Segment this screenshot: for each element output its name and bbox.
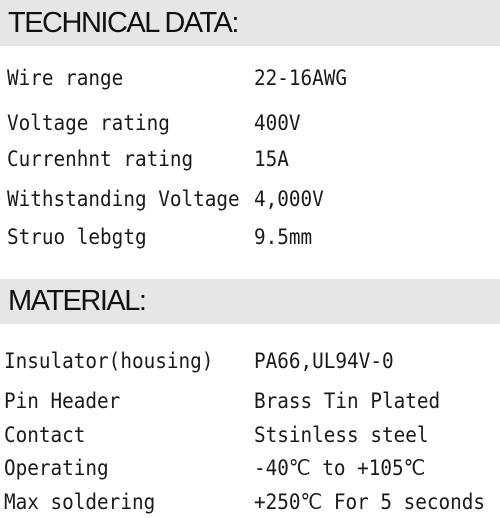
material-value: Stsinless steel xyxy=(254,423,429,447)
spec-label: Withstanding Voltage xyxy=(7,187,240,211)
spec-row-current-rating xyxy=(0,143,500,175)
material-label: Max soldering xyxy=(4,490,156,514)
spec-row-strip-length xyxy=(0,221,500,253)
material-label: Pin Header xyxy=(4,389,121,413)
spec-row-wire-range xyxy=(0,62,500,94)
material-value: +250℃ For 5 seconds xyxy=(254,490,486,514)
spec-label: Struo lebgtg xyxy=(7,225,147,249)
material-title: MATERIAL: xyxy=(8,285,146,317)
spec-row-withstanding-voltage xyxy=(0,183,500,215)
material-label: Insulator(housing) xyxy=(4,349,214,373)
spec-value: 4,000V xyxy=(254,187,324,211)
spec-value: 400V xyxy=(254,111,301,135)
technical-data-header xyxy=(0,0,500,46)
spec-value: 22-16AWG xyxy=(254,66,348,90)
material-value: -40℃ to +105℃ xyxy=(254,456,426,480)
technical-data-title: TECHNICAL DATA: xyxy=(8,6,238,39)
material-row-max-soldering xyxy=(0,486,500,518)
spec-value: 15A xyxy=(254,147,289,171)
material-value: PA66,UL94V-0 xyxy=(254,349,394,373)
material-label: Operating xyxy=(4,456,109,480)
spec-row-voltage-rating xyxy=(0,107,500,139)
material-row-pin-header xyxy=(0,385,500,417)
material-value: Brass Tin Plated xyxy=(254,389,441,413)
spec-value: 9.5mm xyxy=(254,225,313,249)
material-label: Contact xyxy=(4,423,86,447)
spec-label: Currenhnt rating xyxy=(7,147,194,171)
material-header xyxy=(0,279,500,324)
material-row-insulator xyxy=(0,345,500,377)
material-row-operating xyxy=(0,452,500,484)
spec-label: Voltage rating xyxy=(7,111,170,135)
spec-label: Wire range xyxy=(7,66,124,90)
material-row-contact xyxy=(0,419,500,451)
